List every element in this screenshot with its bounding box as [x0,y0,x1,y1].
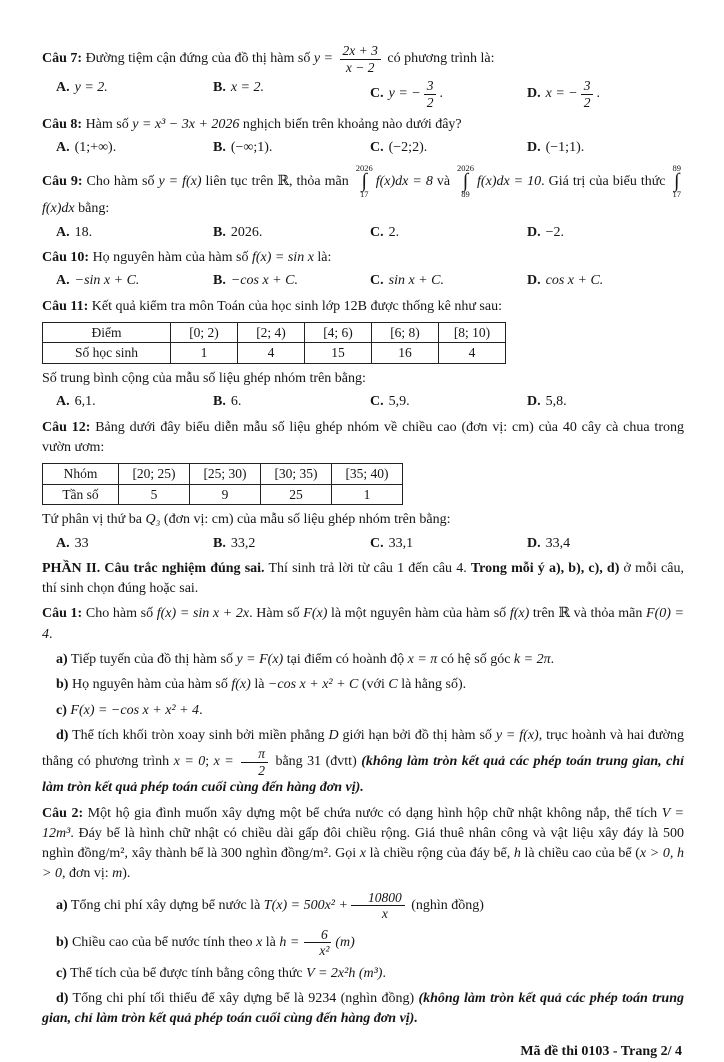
table-cell: Tần số [43,484,119,505]
math-run: T(x) = 500x² + [263,897,348,913]
option-label: B. [213,224,226,240]
question-2-item-d [42,989,684,1030]
option-text: y = − [388,86,421,102]
option-text: (−1;1). [545,140,585,156]
math-run: C [388,677,398,693]
integral-symbol: ∫ [462,170,469,192]
option-c [370,534,527,554]
text-run: là một nguyên hàm của hàm số [327,606,510,622]
math-run: x = [213,754,239,770]
question-8-options [56,138,684,158]
note-run: (không làm tròn kết quả các phép toán trung gian, chỉ làm tròn kết quả phép toán cuối cùng đến hàng đơn vị). [42,754,685,796]
integral [356,164,373,200]
text-run: Tổng chi phí tối thiểu để xây dựng bể là 9234 (nghìn đồng) [68,991,419,1007]
option-label: D. [527,273,541,289]
option-b [213,78,370,110]
math-run: V = 2x²h [306,965,356,981]
option-text: 33,4 [545,535,571,551]
math-run: m [112,866,123,882]
math-run: y = x³ − 3x + 2026 [132,117,240,133]
integral-lower-bound: 17 [672,189,682,199]
question-1-item-b [42,675,684,695]
option-label: A. [56,535,70,551]
option-text: −sin x + C. [74,273,140,289]
table-cell: 1 [171,343,238,364]
option-label: D. [527,535,541,551]
question-11 [42,297,684,413]
option-a [56,534,213,554]
math-run: x = 0 [173,754,206,770]
math-run: f(x)dx = 10 [477,173,542,189]
question-label: Câu 8: [42,117,83,133]
option-b [213,534,370,554]
option-c [370,271,527,291]
text-run: giới hạn bởi đồ thị hàm số [338,727,496,743]
question-1-item-d [42,726,684,799]
fraction-numerator: 3 [581,78,594,95]
frequency-table-q11 [42,322,506,364]
question-9-stem [42,164,684,220]
math-run: F(x) [303,606,328,622]
question-9-options [56,223,684,243]
text-run: Số trung bình cộng của mẫu số liệu ghép nhóm trên bằng: [42,370,366,386]
option-label: C. [370,273,384,289]
fraction-denominator: x [381,906,388,922]
text-run: Tiếp tuyến của đồ thị hàm số [67,652,237,668]
fraction-denominator: 2 [426,94,434,110]
item-label: d) [56,727,69,743]
math-run: f(x)dx = 8 [375,173,433,189]
question-label: Câu 12: [42,419,91,435]
question-label: Câu 10: [42,249,90,265]
option-label: D. [527,224,541,240]
table-cell: [35; 40) [332,464,403,485]
question-1-item-c [42,701,684,721]
integral-symbol: ∫ [674,170,680,192]
item-label: a) [56,897,68,913]
option-c [370,78,527,110]
text-run: . [49,626,53,642]
question-8 [42,115,684,159]
table-row [43,484,403,505]
table-cell: [30; 35) [261,464,332,485]
text-run: có phương trình là: [383,51,495,67]
option-label: C. [370,86,384,102]
question-1-item-a [42,650,684,670]
option-d [527,138,684,158]
text-run: (đơn vị: cm) của mẫu số liệu ghép nhóm trên bằng: [160,512,451,528]
fraction-numerator: 2x + 3 [340,43,381,60]
text-run: Thể tích của bể được tính bằng công thức [66,965,307,981]
table-cell: 25 [261,484,332,505]
math-run: y = f(x) [495,727,539,743]
question-label: Câu 11: [42,298,89,314]
integral-lower-bound: 17 [359,189,369,199]
math-run: f(x) [231,677,251,693]
table-cell: 1 [332,484,403,505]
text-run: có hệ số góc [437,652,514,668]
math-run: Q₃ [145,512,161,528]
part2-question-1 [42,604,684,798]
table-cell: Điểm [43,322,171,343]
text-run: ). [122,866,131,882]
question-2-item-c [42,964,684,984]
option-label: A. [56,273,70,289]
option-text: 2. [388,224,400,240]
math-fraction [351,890,405,922]
text-run: là chiều rộng của đáy bể, [365,846,514,862]
integral-upper-bound: 89 [672,162,682,173]
math-run: y = f(x) [158,173,202,189]
text-run: , trục hoành và hai đường thẳng có phương trình [42,727,684,770]
option-a [56,223,213,243]
option-text: sin x + C. [388,273,444,289]
option-a [56,271,213,291]
item-label: c) [56,702,67,718]
option-label: C. [370,535,384,551]
text-run: là hằng số). [397,677,467,693]
math-run: y = [313,51,337,67]
option-label: C. [370,140,384,156]
math-run: x > 0, h > 0 [42,846,684,882]
text-run: Hàm số [82,117,133,133]
option-d [527,223,684,243]
math-run: F(0) = 4 [42,606,684,642]
option-label: A. [56,140,70,156]
table-cell: [0; 2) [171,322,238,343]
option-c [370,138,527,158]
option-text: 33,1 [388,535,414,551]
question-9 [42,164,684,243]
text-run: Chiều cao của bể nước tính theo [68,935,257,951]
option-label: B. [213,535,226,551]
question-label: Câu 2: [42,805,84,821]
option-d [527,271,684,291]
option-d [527,534,684,554]
math-fraction [302,927,332,959]
item-label: c) [56,965,67,981]
option-c [370,392,527,412]
math-fraction [241,746,268,778]
table-cell: [4; 6) [305,322,372,343]
text-run: Đường tiệm cận đứng của đồ thị hàm số [82,51,314,67]
math-run: (m³) [358,965,383,981]
fraction-numerator: 3 [424,78,437,95]
option-b [213,392,370,412]
part-title: PHẦN II. Câu trắc nghiệm đúng sai. [42,560,265,576]
text-run: . [439,86,443,102]
text-run: Bảng dưới đây biểu diễn mẫu số liệu ghép nhóm về chiều cao (đơn vị: cm) của 40 cây cà chua trong vườn ươm: [42,419,684,455]
question-2-item-b [42,927,684,959]
math-run: V = 12m³ [42,805,684,841]
integral-upper-bound: 2026 [457,162,475,173]
math-run: x = π [407,652,438,668]
text-run: Cho hàm số [82,606,157,622]
question-12 [42,418,684,554]
text-run: Thí sinh trả lời từ câu 1 đến câu 4. [264,560,471,576]
text-run: bằng: [74,201,110,217]
option-text: x = 2. [230,80,265,96]
math-run: f(x) = sin x [251,249,314,265]
option-text: 6. [230,394,242,410]
question-10-stem [42,248,684,268]
table-cell: [2; 4) [238,322,305,343]
text-run: . Giá trị của biểu thức [541,173,670,189]
math-run: f(x)dx [42,201,75,217]
option-text: y = 2. [74,80,108,96]
option-text: 33 [74,535,89,551]
question-7 [42,43,684,110]
text-run: ; [205,754,214,770]
integral [457,164,474,200]
math-fraction [581,78,594,110]
table-cell: [6; 8) [372,322,439,343]
part-2-header [42,559,684,600]
note-run: (không làm tròn kết quả các phép toán trung gian, chỉ làm tròn kết quả phép toán cuối cùng đến hàng đơn vị). [42,991,684,1027]
table-cell: [25; 30) [190,464,261,485]
text-run: Thể tích khối tròn xoay sinh bởi miền phẳng [68,727,329,743]
text-run: . Hàm số [249,606,304,622]
option-text: 33,2 [230,535,256,551]
question-7-options [56,78,684,110]
question-12-options [56,534,684,554]
option-text: −cos x + C. [230,273,298,289]
option-label: A. [56,224,70,240]
question-11-stem [42,297,684,317]
text-run: trên ℝ và thỏa mãn [529,606,647,622]
option-label: A. [56,80,70,96]
option-text: (1;+∞). [74,140,117,156]
option-text: 5,8. [545,394,567,410]
option-b [213,271,370,291]
table-row [43,464,403,485]
option-label: C. [370,394,384,410]
option-text: 6,1. [74,394,96,410]
option-a [56,78,213,110]
question-11-post [42,369,684,389]
text-run: . Đáy bể là hình chữ nhật có chiều dài gấp đôi chiều rộng. Giá thuê nhân công và vật liệu xây đáy là 500 nghìn đồng/m², xây thành bể là 300 nghìn đồng/m². Gọi [42,825,684,862]
question-10-options [56,271,684,291]
table-cell: Số học sinh [43,343,171,364]
text-run: (với [358,677,389,693]
question-2-item-a [42,890,684,922]
question-label: Câu 1: [42,606,83,622]
frequency-table-q12 [42,463,403,505]
text-run: Họ nguyên hàm của hàm số [68,677,232,693]
option-text: (−∞;1). [230,140,273,156]
math-run: h [513,846,521,862]
option-label: A. [56,394,70,410]
text-run: Tứ phân vị thứ ba [42,512,146,528]
text-run: ở mỗi câu, thí sinh chọn đúng hoặc sai. [42,560,684,597]
option-label: D. [527,86,541,102]
option-text: 2026. [230,224,263,240]
text-run: Tổng chi phí xây dựng bể nước là [67,897,264,913]
table-cell: 4 [238,343,305,364]
math-run: −cos x + x² + C [267,677,359,693]
question-2-stem [42,804,684,885]
integral-lower-bound: 89 [461,189,470,199]
math-run: D [328,727,339,743]
option-label: D. [527,140,541,156]
question-12-post [42,510,684,530]
option-a [56,138,213,158]
math-run: y = F(x) [236,652,284,668]
integral-symbol: ∫ [361,170,367,192]
option-label: D. [527,394,541,410]
text-run: là [250,677,268,693]
option-d [527,78,684,110]
page-footer [42,1042,684,1062]
fraction-denominator: x − 2 [345,59,375,75]
text-run: liên tục trên ℝ, thỏa mãn [201,173,353,189]
text-run: Họ nguyên hàm của hàm số [89,249,252,265]
math-run: f(x) = sin x + 2x [156,606,250,622]
fraction-denominator: 2 [583,94,591,110]
item-label: b) [56,677,69,693]
option-text: 18. [74,224,93,240]
table-cell: 5 [119,484,190,505]
table-cell: 15 [305,343,372,364]
option-label: B. [213,80,226,96]
option-a [56,392,213,412]
text-run: Kết quả kiểm tra môn Toán của học sinh lớp 12B được thống kê như sau: [88,298,502,314]
question-7-stem [42,43,684,75]
fraction-denominator: x² [319,943,330,959]
part2-question-2 [42,804,684,1030]
text-run: . [199,702,203,718]
question-10 [42,248,684,292]
text-run: . [596,86,600,102]
table-cell: [8; 10) [439,322,506,343]
integral-upper-bound: 2026 [355,162,373,173]
option-text: x = − [545,86,578,102]
text-run: nghịch biến trên khoảng nào dưới đây? [239,117,462,133]
math-run: x [359,846,366,862]
table-cell: 4 [439,343,506,364]
math-fraction [424,78,437,110]
table-row [43,343,506,364]
text-run: là: [313,249,332,265]
table-cell: 9 [190,484,261,505]
option-text: −2. [545,224,565,240]
math-fraction [340,43,381,75]
text-run: Cho hàm số [82,173,159,189]
option-c [370,223,527,243]
table-cell: 16 [372,343,439,364]
math-run: f(x) [509,606,530,622]
item-label: d) [56,991,69,1007]
option-b [213,138,370,158]
question-8-stem [42,115,684,135]
fraction-numerator: π [241,746,268,763]
bold-run: Trong mỗi ý a), b), c), d) [470,560,620,576]
option-label: B. [213,140,226,156]
math-run: (m) [335,935,355,951]
text-run: , đơn vị: [61,866,113,882]
question-11-options [56,392,684,412]
option-label: B. [213,394,226,410]
table-cell: [20; 25) [119,464,190,485]
math-run: k = 2π [513,652,551,668]
fraction-numerator: 10800 [351,890,405,907]
question-label: Câu 7: [42,51,83,67]
text-run: (nghìn đồng) [407,897,484,913]
item-label: a) [56,652,68,668]
table-row [43,322,506,343]
integral [673,164,682,200]
footer-text: Mã đề thi 0103 - Trang 2/ 4 [520,1043,682,1059]
text-run: . [382,965,386,981]
option-text: 5,9. [388,394,410,410]
item-label: b) [56,935,69,951]
math-run: x [256,935,263,951]
option-label: B. [213,273,226,289]
fraction-denominator: 2 [258,762,265,778]
option-text: cos x + C. [545,273,604,289]
table-cell: Nhóm [43,464,119,485]
text-run: . [550,652,555,668]
text-run: là [262,935,280,951]
question-1-stem [42,604,684,645]
option-text: (−2;2). [388,140,428,156]
math-run: F(x) = −cos x + x² + 4 [70,702,200,718]
text-run: tại điểm có hoành độ [283,652,408,668]
text-run: là chiều cao của bể ( [520,846,640,862]
option-d [527,392,684,412]
question-label: Câu 9: [42,173,83,189]
option-label: C. [370,224,384,240]
text-run: và [432,173,455,189]
text-run: Một hộ gia đình muốn xây dựng một bể chứa nước có dạng hình hộp chữ nhật không nắp, thể tích [83,805,662,821]
math-run: h = [279,935,300,951]
question-12-stem [42,418,684,459]
option-b [213,223,370,243]
fraction-numerator: 6 [304,927,331,944]
text-run: bằng 31 (đvtt) [271,754,362,770]
